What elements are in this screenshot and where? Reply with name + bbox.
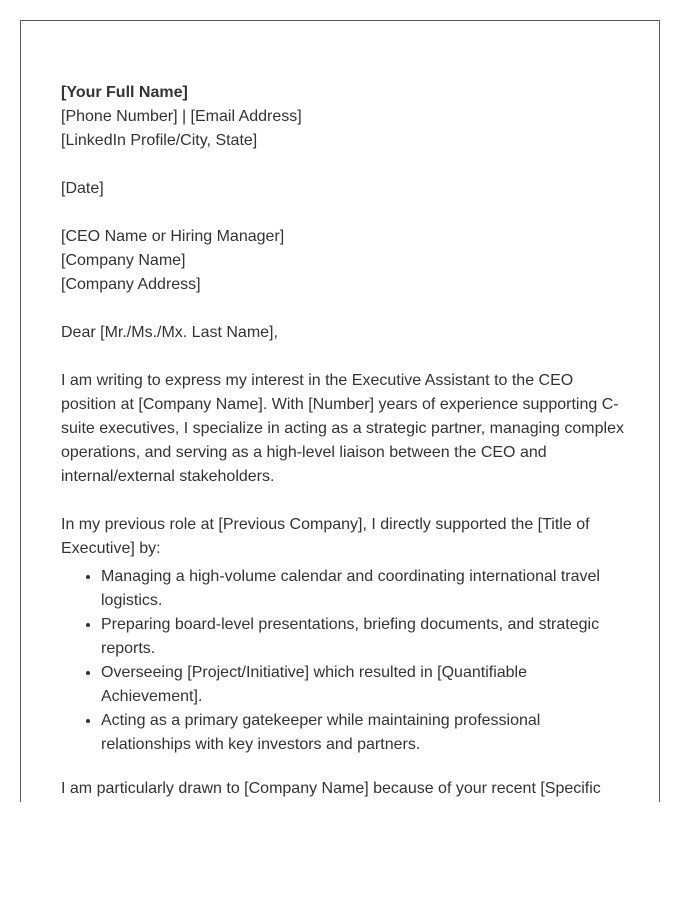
letter-content bbox=[61, 81, 631, 802]
letter-page bbox=[20, 20, 660, 802]
sender-header bbox=[61, 81, 631, 153]
intro-paragraph: I am writing to express my interest in the Executive Assistant to the CEO position at [Company Name]. With [Number] years of experience supporting C-suite executives, I specialize in acting as a strategic partner, managing complex operations, and serving as a high-level liaison between the CEO and internal/external stakeholders. bbox=[61, 372, 624, 485]
date-text: [Date] bbox=[61, 180, 104, 197]
list-item: • Preparing board-level presentations, briefing documents, and strategic reports. bbox=[101, 613, 631, 661]
salutation: Dear [Mr./Ms./Mx. Last Name], bbox=[61, 324, 278, 341]
recipient-company: [Company Name] bbox=[61, 252, 186, 269]
sender-name: [Your Full Name] bbox=[61, 84, 188, 101]
closing-paragraph: I am particularly drawn to [Company Name] because of your recent [Specific bbox=[61, 780, 601, 797]
list-item: • Acting as a primary gatekeeper while maintaining professional relationships with key investors and partners. bbox=[101, 709, 631, 757]
achievements-list bbox=[61, 565, 631, 757]
recipient-block bbox=[61, 225, 631, 297]
letter-date bbox=[61, 177, 631, 201]
sender-contact: [Phone Number] | [Email Address] bbox=[61, 108, 302, 125]
recipient-address: [Company Address] bbox=[61, 276, 201, 293]
sender-location: [LinkedIn Profile/City, State] bbox=[61, 132, 258, 149]
previous-role-paragraph: In my previous role at [Previous Company], I directly supported the [Title of Executive] by: bbox=[61, 516, 590, 557]
list-item: • Overseeing [Project/Initiative] which resulted in [Quantifiable Achievement]. bbox=[101, 661, 631, 709]
list-item: • Managing a high-volume calendar and coordinating international travel logistics. bbox=[101, 565, 631, 613]
recipient-name: [CEO Name or Hiring Manager] bbox=[61, 228, 285, 245]
